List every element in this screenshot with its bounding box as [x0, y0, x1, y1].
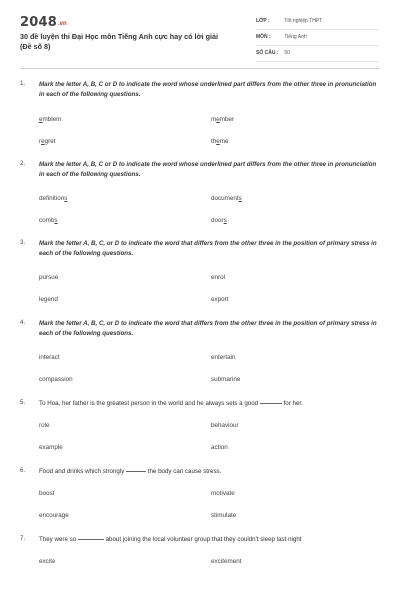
- question-7: [20, 535, 382, 566]
- option-b[interactable]: behaviour: [211, 422, 239, 429]
- question-6: [20, 467, 382, 520]
- question-text: Mark the letter A, B, C or D to indicate the word whose underlined part differs from the other three in pronunciation in each of the following questions.: [39, 161, 377, 178]
- question-1: [20, 80, 382, 146]
- meta-count-label: SỐ CÂU :: [256, 50, 279, 56]
- option-d[interactable]: submarine: [211, 376, 241, 383]
- option-b[interactable]: enrol: [211, 274, 226, 281]
- answer-blank: [78, 539, 104, 540]
- option-grid: [39, 353, 382, 384]
- option-d[interactable]: export: [211, 296, 229, 303]
- option-b[interactable]: documents: [211, 195, 242, 202]
- meta-subject-row: [256, 30, 378, 46]
- option-c[interactable]: example: [39, 444, 63, 451]
- question-number: 2.: [20, 160, 26, 167]
- option-a[interactable]: interact: [39, 354, 60, 361]
- meta-class-label: LỚP :: [256, 18, 270, 24]
- option-d[interactable]: stimulate: [211, 512, 237, 519]
- document-title: 30 đề luyện thi Đại Học môn Tiếng Anh cực hay có lời giải (Đề số 8): [20, 32, 219, 51]
- option-b[interactable]: motivate: [211, 490, 235, 497]
- site-logo[interactable]: 2048.vn: [20, 15, 67, 30]
- option-a[interactable]: boost: [39, 490, 55, 497]
- option-d[interactable]: action: [211, 444, 228, 451]
- option-grid: [39, 489, 382, 520]
- option-c[interactable]: compassion: [39, 376, 73, 383]
- option-d[interactable]: doors: [211, 217, 227, 224]
- question-number: 5.: [20, 399, 26, 406]
- question-list: [0, 78, 400, 566]
- question-text: Food and drinks which strongly the body can cause stress.: [39, 468, 222, 475]
- option-a[interactable]: emblem: [39, 116, 62, 123]
- question-number: 7.: [20, 535, 26, 542]
- option-grid: [39, 115, 382, 146]
- header-divider: [20, 68, 380, 69]
- question-3: [20, 239, 382, 304]
- question-number: 4.: [20, 319, 26, 326]
- answer-blank: [260, 403, 282, 404]
- question-text: They were so about joining the local volunteer group that they couldn't sleep last night: [39, 536, 302, 543]
- question-4: [20, 319, 382, 384]
- option-b[interactable]: member: [211, 116, 235, 123]
- meta-class-row: [256, 14, 378, 30]
- option-a[interactable]: pursue: [39, 274, 59, 281]
- option-c[interactable]: legend: [39, 296, 58, 303]
- question-2: [20, 160, 382, 225]
- question-5: [20, 399, 382, 452]
- option-grid: [39, 421, 382, 452]
- question-number: 3.: [20, 239, 26, 246]
- option-b[interactable]: excitement: [211, 558, 242, 565]
- page-header: [0, 0, 400, 66]
- question-text: Mark the fetter A, B, C, or D to indicate the word that differs from the other three in the position of primary stress in each of the following questions.: [39, 240, 377, 257]
- option-c[interactable]: combs: [39, 217, 58, 224]
- meta-subject-label: MÔN :: [256, 34, 271, 40]
- question-text: Mark the fetter A, B, C, or D to indicate the word that differs from the other three in the position of primary stress in each of the following questions.: [39, 320, 377, 337]
- option-a[interactable]: excite: [39, 558, 56, 565]
- meta-class-value: Tốt nghiệp THPT: [284, 18, 323, 24]
- option-d[interactable]: theme: [211, 138, 229, 145]
- answer-blank: [126, 471, 146, 472]
- meta-count-row: [256, 46, 378, 62]
- option-b[interactable]: entertain: [211, 354, 236, 361]
- meta-count-value: 50: [284, 50, 290, 56]
- question-number: 1.: [20, 80, 26, 87]
- question-number: 6.: [20, 467, 26, 474]
- option-a[interactable]: definitions: [39, 195, 68, 202]
- option-grid: [39, 194, 382, 225]
- option-grid: [39, 273, 382, 304]
- question-text: To Hoa, her father is the greatest person in the world and he always sets a good for her.: [39, 400, 303, 407]
- option-a[interactable]: role: [39, 422, 50, 429]
- option-c[interactable]: encourage: [39, 512, 69, 519]
- option-c[interactable]: regret: [39, 138, 56, 145]
- option-grid: [39, 557, 382, 566]
- meta-subject-value: Tiếng Anh: [284, 34, 307, 40]
- question-text: Mark the letter A, B, C or D to indicate the word whose underlined part differs from the other three in pronunciation in each of the following questions.: [39, 81, 377, 98]
